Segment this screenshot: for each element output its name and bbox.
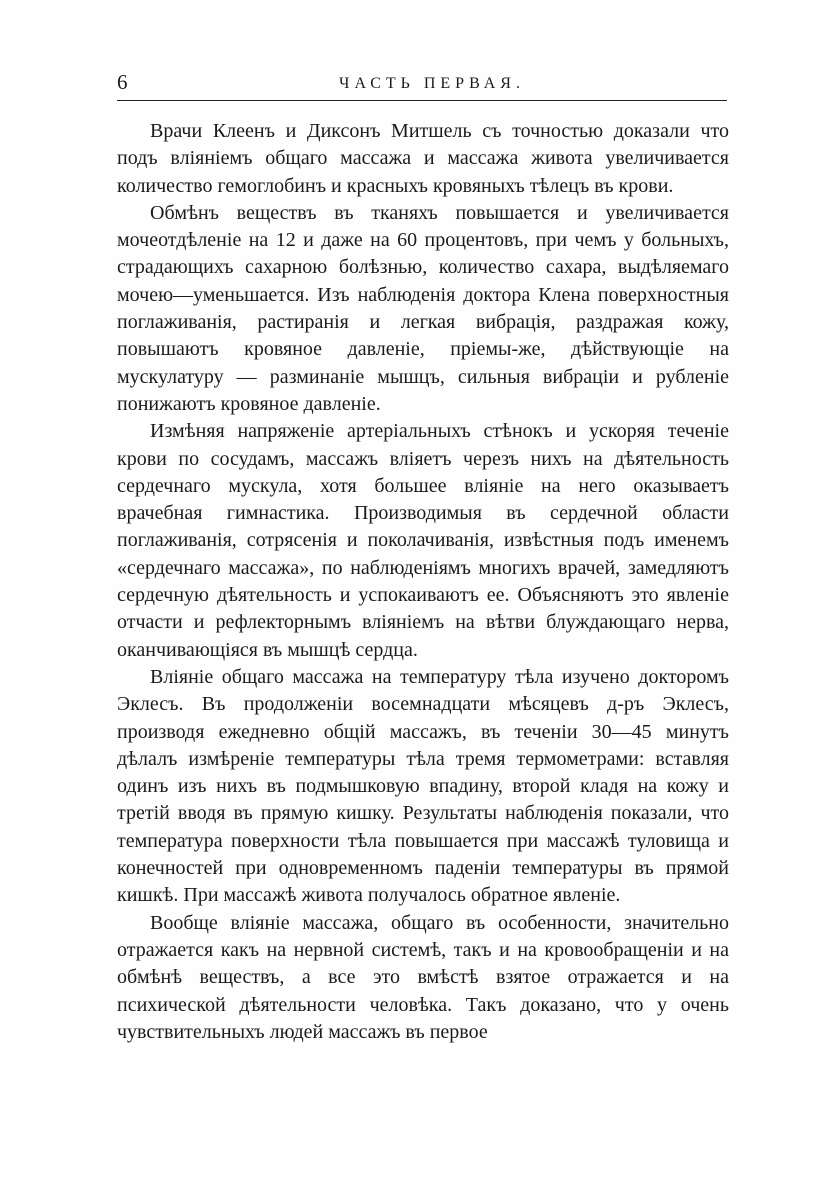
page-header [117,70,727,100]
paragraph: Врачи Клеенъ и Диксонъ Митшель съ точностью доказали что подъ вліяніемъ общаго массажа и массажа живота увеличивается количество гемоглобинъ и красныхъ кровяныхъ тѣлецъ въ крови. [117,120,729,197]
paragraph: Измѣняя напряженіе артеріальныхъ стѣнокъ и ускоряя теченіе крови по сосудамъ, массажъ вліяетъ черезъ нихъ на дѣятельность сердечнаго мускула, хотя большее вліяніе на него оказываетъ врачебная гимнастика. Производимыя въ сердечной области поглаживанія, сотрясенія и поколачиванія, извѣстныя подъ именемъ «сердечнаго массажа», по наблюденіямъ многихъ врачей, замедляютъ сердечную дѣятельность и успокаиваютъ ее. Объясняютъ это явленіе отчасти и рефлекторнымъ вліяніемъ на вѣтви блуждающаго нерва, оканчивающіяся въ мышцѣ сердца. [117,420,729,661]
header-rule [117,100,727,101]
paragraph: Вліяніе общаго массажа на температуру тѣла изучено докторомъ Эклесъ. Въ продолженіи восемнадцати мѣсяцевъ д-ръ Эклесъ, производя ежедневно общій массажъ, въ теченіи 30—45 минутъ дѣлалъ измѣреніе температуры тѣла тремя термометрами: вставляя одинъ изъ нихъ въ подмышковую впадину, второй кладя на кожу и третій вводя въ прямую кишку. Результаты наблюденія показали, что температура поверхности тѣла повышается при массажѣ туловища и конечностей при одновременномъ паденіи температуры въ прямой кишкѣ. При массажѣ живота получалось обратное явленіе. [117,665,729,907]
running-title: ЧАСТЬ ПЕРВАЯ. [339,75,525,92]
paragraph: Вообще вліяніе массажа, общаго въ особенности, значительно отражается какъ на нервной системѣ, такъ и на кровообращеніи и на обмѣнѣ веществъ, а все это вмѣстѣ взятое отражается и на психической дѣятельности человѣка. Такъ доказано, что у очень чувствительныхъ людей массажъ въ первое [117,911,729,1043]
paragraph: Обмѣнъ веществъ въ тканяхъ повышается и увеличивается мочеотдѣленіе на 12 и даже на 60 процентовъ, при чемъ у больныхъ, страдающихъ сахарною болѣзнью, количество сахара, выдѣляемаго мочею—уменьшается. Изъ наблюденія доктора Клена поверхностныя поглаживанія, растиранія и легкая вибрація, раздражая кожу, повышаютъ кровяное давленіе, пріемы-же, дѣйствующіе на мускулатуру — разминаніе мышцъ, сильныя вибраціи и рубленіе понижаютъ кровяное давленіе. [117,201,729,415]
page-number: 6 [117,70,128,94]
body-text [117,118,729,1046]
